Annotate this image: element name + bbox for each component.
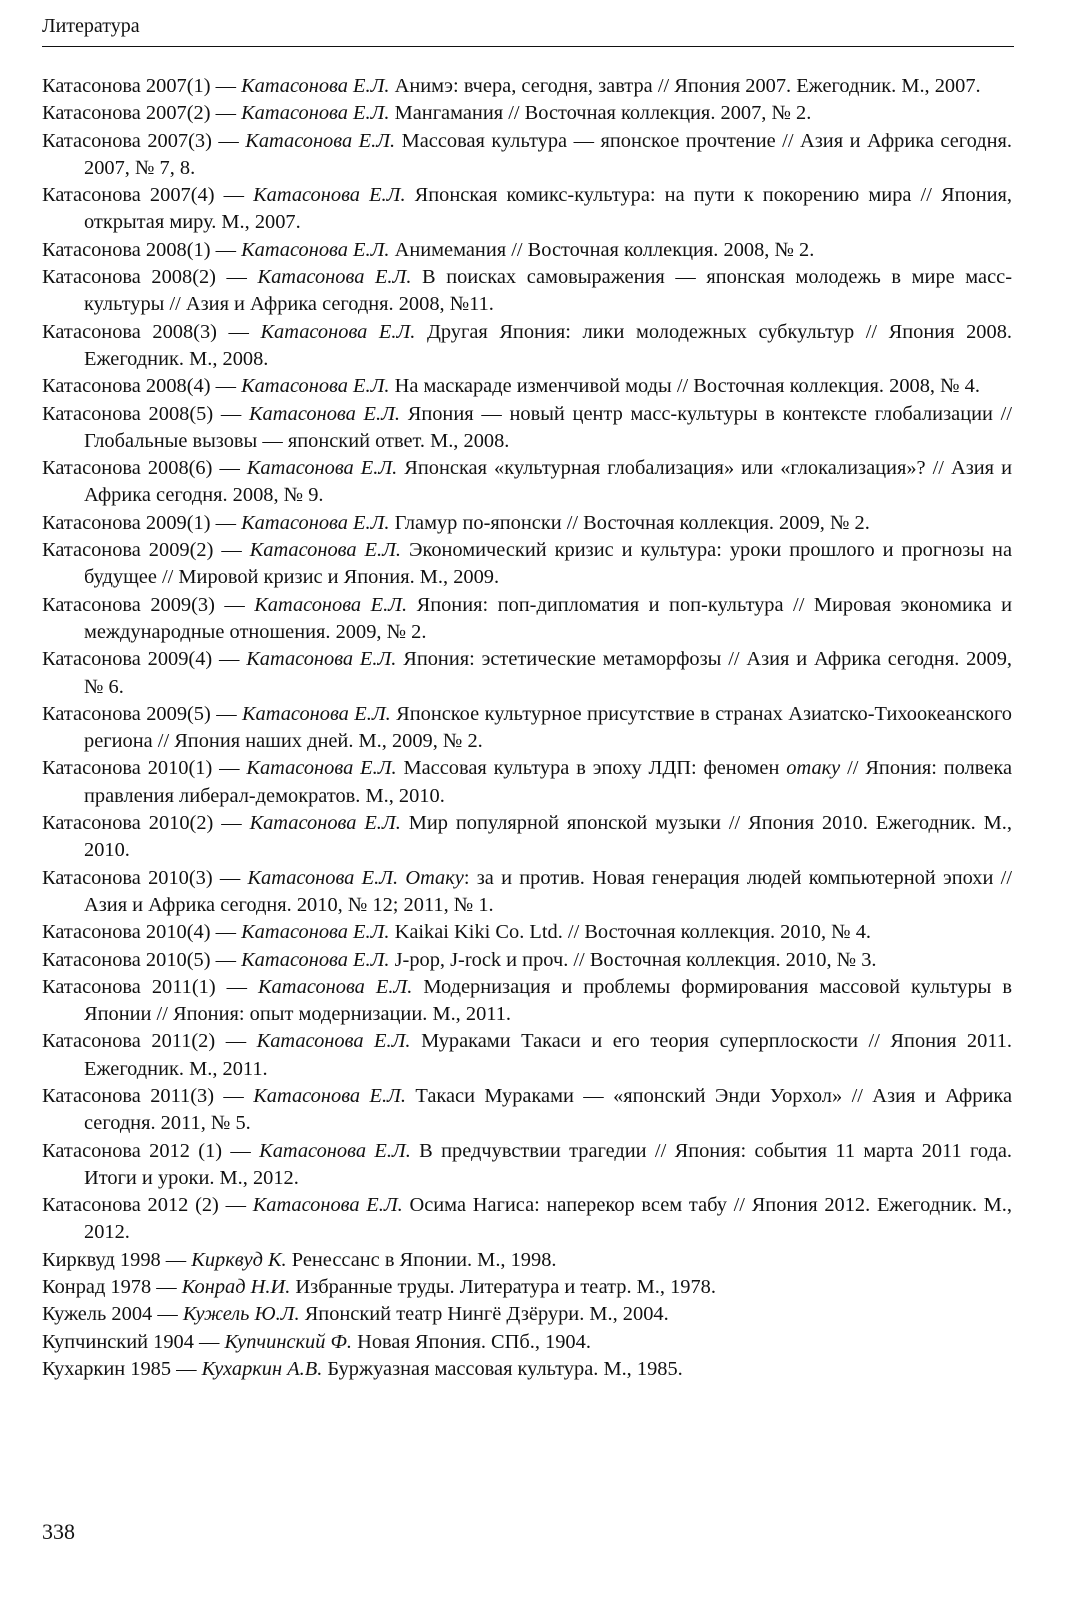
entry-author: Катасонова Е.Л.: [257, 266, 412, 289]
running-head: Литература: [42, 15, 140, 37]
entry-text: : за и против. Новая генерация людей компьютерной эпохи // Азия и Африка сегодня. 2010, № 12; 2011, № 1.: [84, 866, 1012, 916]
entry-author: Катасонова Е.Л.: [241, 102, 390, 125]
entry-text-continued: // Япония: полвека правления либерал-демократов. М., 2010.: [84, 757, 1013, 807]
bibliography-entry: [42, 1247, 1012, 1274]
bibliography-entry: [42, 919, 1012, 946]
entry-author: Катасонова Е.Л.: [241, 375, 390, 398]
entry-text: Анимэ: вчера, сегодня, завтра // Япония 2007. Ежегодник. М., 2007.: [389, 75, 981, 97]
bibliography-entry: [42, 974, 1012, 1029]
entry-key: Катасонова 2009(5) —: [42, 702, 242, 725]
entry-text: Массовая культура в эпоху ЛДП: феномен: [396, 757, 787, 780]
entry-author: Купчинский Ф.: [224, 1330, 353, 1353]
entry-text: На маскараде изменчивой моды // Восточная коллекция. 2008, № 4.: [389, 375, 980, 398]
bibliography-entry: [42, 592, 1012, 647]
entry-author: Катасонова Е.Л.: [241, 948, 390, 971]
entry-key: Катасонова 2007(4) —: [42, 184, 254, 207]
entry-text: J-pop, J-rock и проч. // Восточная коллекция. 2010, № 3.: [389, 948, 877, 971]
entry-author: Катасонова Е.Л.: [246, 457, 398, 480]
entry-text: Осима Нагиса: наперекор всем табу // Япония 2012. Ежегодник. М., 2012.: [84, 1194, 1012, 1244]
bibliography-entry: [42, 73, 1012, 100]
entry-author: Катасонова Е.Л.: [246, 757, 397, 780]
bibliography-entry: [42, 865, 1012, 920]
bibliography-entry: [42, 1028, 1012, 1083]
entry-author: Кирквуд К.: [191, 1248, 287, 1271]
entry-key: Катасонова 2007(2) —: [42, 102, 242, 125]
entry-author: Катасонова Е.Л.: [249, 812, 401, 835]
entry-text: Япония — новый центр масс-культуры в контексте глобализации // Глобальные вызовы — японский ответ. М., 2008.: [84, 402, 1012, 452]
entry-author: Катасонова Е.Л.: [241, 511, 390, 534]
entry-text: Буржуазная массовая культура. М., 1985.: [322, 1357, 683, 1380]
bibliography-entry: [42, 455, 1012, 510]
entry-author: Катасонова Е.Л.: [256, 1030, 411, 1053]
entry-text: Гламур по-японски // Восточная коллекция. 2009, № 2.: [389, 511, 870, 534]
bibliography-entry: [42, 510, 1012, 537]
bibliography-entry: [42, 701, 1012, 756]
entry-key: Катасонова 2012 (1) —: [42, 1139, 260, 1162]
entry-author: Катасонова Е.Л.: [253, 1084, 406, 1107]
entry-key: Кухаркин 1985 —: [42, 1357, 202, 1380]
bibliography-entry: [42, 1329, 1012, 1356]
bibliography-entry: [42, 947, 1012, 974]
entry-key: Кирквуд 1998 —: [42, 1248, 192, 1271]
bibliography-entry: [42, 537, 1012, 592]
entry-key: Катасонова 2008(6) —: [42, 457, 247, 480]
bibliography-entry: [42, 810, 1012, 865]
entry-text: Японское культурное присутствие в странах Азиатско-Тихоокеанского региона // Япония наших дней. М., 2009, № 2.: [84, 702, 1012, 753]
entry-text: Экономический кризис и культура: уроки прошлого и прогнозы на будущее // Мировой кризис и Япония. М., 2009.: [84, 539, 1012, 589]
page-number: 338: [42, 1519, 75, 1544]
entry-key: Катасонова 2008(2) —: [42, 266, 258, 289]
entry-text: Япония: поп-дипломатия и поп-культура // Мировая экономика и международные отношения. 2009, № 2.: [84, 593, 1012, 643]
entry-text: Японская комикс-культура: на пути к покорению мира // Япония, открытая миру. М., 2007.: [84, 184, 1012, 234]
entry-text: Другая Япония: лики молодежных субкультур // Япония 2008. Ежегодник. М., 2008.: [84, 320, 1012, 370]
entry-text: Япония: эстетические метаморфозы // Азия и Африка сегодня. 2009, № 6.: [84, 648, 1012, 698]
entry-key: Катасонова 2011(3) —: [42, 1084, 254, 1107]
bibliography-entry: [42, 755, 1012, 810]
entry-text: Анимемания // Восточная коллекция. 2008, № 2.: [389, 238, 815, 261]
entry-author: Кухаркин А.В.: [201, 1357, 323, 1380]
bibliography-entry: [42, 319, 1012, 374]
bibliography-entry: [42, 128, 1012, 183]
entry-author: Катасонова Е.Л.: [254, 593, 408, 616]
bibliography-entry: [42, 182, 1012, 237]
bibliography-entry: [42, 373, 1012, 400]
bibliography-entry: [42, 646, 1012, 701]
entry-text: Kaikai Kiki Co. Ltd. // Восточная коллекция. 2010, № 4.: [389, 921, 872, 944]
header-rule: [42, 46, 1014, 47]
entry-key: Катасонова 2009(4) —: [42, 648, 247, 671]
entry-term: Отаку: [398, 866, 464, 889]
bibliography-entry: [42, 1301, 1012, 1328]
bibliography-entry: [42, 1192, 1012, 1247]
bibliography-entry: [42, 1138, 1012, 1193]
entry-key: Катасонова 2010(3) —: [42, 866, 248, 889]
entry-key: Купчинский 1904 —: [42, 1330, 225, 1353]
entry-text: Модернизация и проблемы формирования массовой культуры в Японии // Япония: опыт модернизации. М., 2011.: [84, 975, 1013, 1026]
entry-key: Конрад 1978 —: [42, 1276, 182, 1299]
bibliography-entry: [42, 1083, 1012, 1138]
bibliography-entry: [42, 100, 1012, 127]
entry-author: Конрад Н.И.: [181, 1276, 291, 1299]
entry-author: Катасонова Е.Л.: [245, 129, 396, 152]
entry-key: Катасонова 2011(1) —: [42, 975, 259, 998]
entry-key: Катасонова 2010(2) —: [42, 812, 250, 835]
entry-text: Массовая культура — японское прочтение // Азия и Африка сегодня. 2007, № 7, 8.: [84, 129, 1012, 179]
entry-author: Катасонова Е.Л.: [248, 402, 400, 425]
entry-key: Катасонова 2008(3) —: [42, 320, 261, 343]
entry-author: Катасонова Е.Л.: [247, 866, 399, 889]
entry-text: Мир популярной японской музыки // Япония 2010. Ежегодник. М., 2010.: [84, 812, 1012, 862]
entry-key: Катасонова 2008(5) —: [42, 402, 249, 425]
entry-text: Японская «культурная глобализация» или «глокализация»? // Азия и Африка сегодня. 2008, № 9.: [84, 457, 1012, 507]
entry-author: Катасонова Е.Л.: [258, 975, 413, 998]
entry-author: Катасонова Е.Л.: [241, 238, 390, 261]
entry-text: Японский театр Нингё Дзёрури. М., 2004.: [299, 1303, 669, 1326]
entry-author: Катасонова Е.Л.: [259, 1139, 411, 1162]
entry-key: Катасонова 2007(1) —: [42, 75, 242, 97]
entry-key: Катасонова 2009(2) —: [42, 539, 250, 562]
entry-author: Катасонова Е.Л.: [246, 648, 397, 671]
entry-text: Новая Япония. СПб., 1904.: [352, 1330, 591, 1353]
entry-key: Кужель 2004 —: [42, 1303, 183, 1326]
entry-key: Катасонова 2010(1) —: [42, 757, 247, 780]
entry-author: Кужель Ю.Л.: [182, 1303, 300, 1326]
entry-author: Катасонова Е.Л.: [249, 539, 402, 562]
entry-text: В предчувствии трагедии // Япония: события 11 марта 2011 года. Итоги и уроки. М., 2012.: [84, 1139, 1013, 1189]
entry-key: Катасонова 2007(3) —: [42, 129, 246, 152]
entry-text: В поисках самовыражения — японская молодежь в мире масс-культуры // Азия и Африка сегодня. 2008, №11.: [84, 266, 1012, 316]
entry-author: Катасонова Е.Л.: [260, 320, 416, 343]
entry-text: Мураками Такаси и его теория суперплоскости // Япония 2011. Ежегодник. М., 2011.: [84, 1030, 1013, 1080]
entry-text: Ренессанс в Японии. М., 1998.: [286, 1248, 557, 1271]
bibliography-entry: [42, 1274, 1012, 1301]
entry-key: Катасонова 2010(4) —: [42, 921, 242, 944]
bibliography-entry: [42, 1356, 1012, 1383]
entry-author: Катасонова Е.Л.: [241, 75, 390, 97]
entry-key: Катасонова 2009(1) —: [42, 511, 242, 534]
entry-author: Катасонова Е.Л.: [241, 921, 390, 944]
bibliography-entry: [42, 237, 1012, 264]
entry-text: Избранные труды. Литература и театр. М., 1978.: [290, 1276, 716, 1299]
bibliography-entry: [42, 264, 1012, 319]
entry-author: Катасонова Е.Л.: [253, 184, 406, 207]
entry-text: Такаси Мураками — «японский Энди Уорхол» // Азия и Африка сегодня. 2011, № 5.: [84, 1084, 1013, 1135]
entry-key: Катасонова 2011(2) —: [42, 1030, 257, 1053]
entry-key: Катасонова 2009(3) —: [42, 593, 255, 616]
entry-key: Катасонова 2008(4) —: [42, 375, 242, 398]
bibliography-entry: [42, 401, 1012, 456]
entry-term: отаку: [786, 757, 841, 780]
entry-author: Катасонова Е.Л.: [252, 1194, 403, 1217]
entry-key: Катасонова 2008(1) —: [42, 238, 242, 261]
entry-text: Мангамания // Восточная коллекция. 2007, № 2.: [389, 102, 812, 125]
bibliography-list: [42, 73, 1012, 1383]
entry-key: Катасонова 2010(5) —: [42, 948, 242, 971]
entry-author: Катасонова Е.Л.: [242, 702, 391, 725]
entry-key: Катасонова 2012 (2) —: [42, 1194, 253, 1217]
